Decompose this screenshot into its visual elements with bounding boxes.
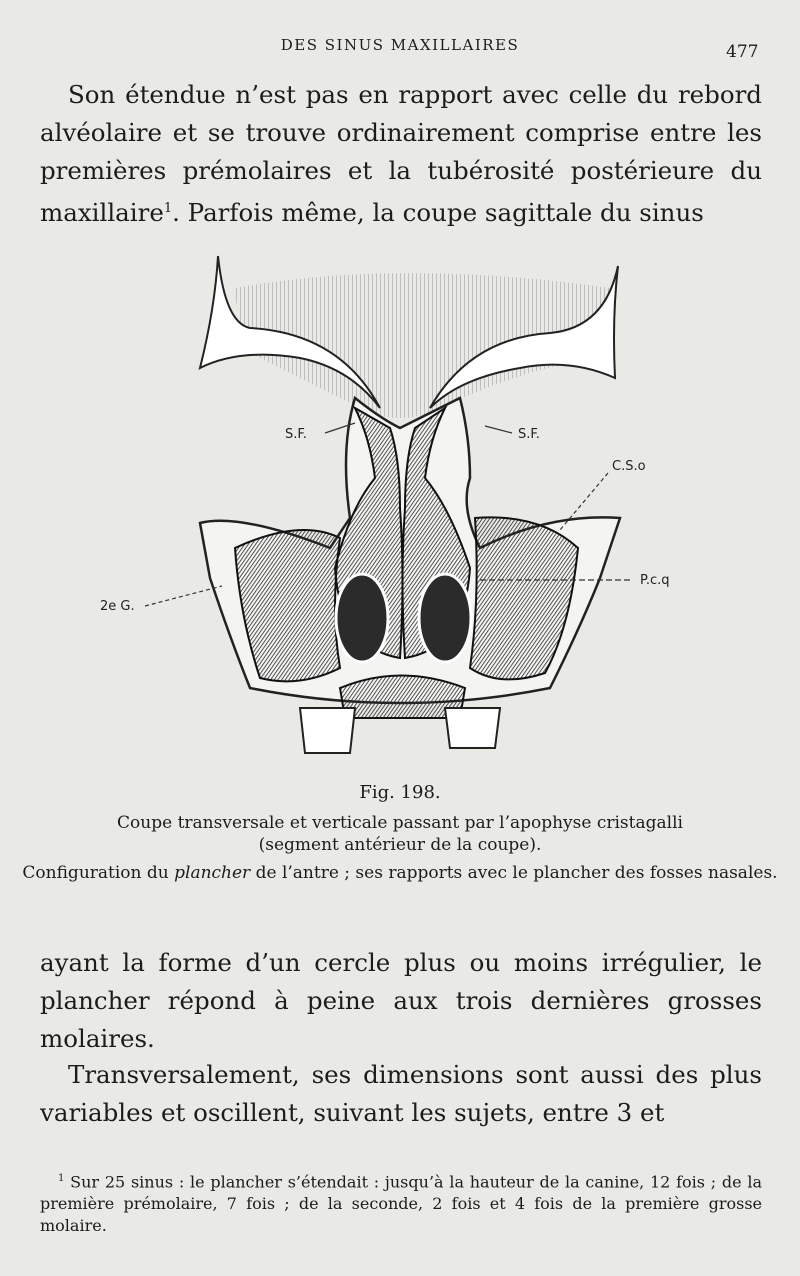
figure-caption-1 bbox=[0, 812, 800, 856]
label-cso: C.S.o bbox=[612, 459, 646, 474]
paragraph-top-text: Son étendue n’est pas en rapport avec celle du rebord alvéolaire et se trouve ordinairement comprise entre les premières prémolaires et la tubérosité postérieure du maxillaire bbox=[40, 80, 762, 228]
label-sf-right: S.F. bbox=[518, 427, 540, 442]
paragraph-top-continued: . Parfois même, la coupe sagittale du sinus bbox=[172, 198, 704, 228]
right-turbinate bbox=[419, 574, 471, 662]
right-tooth bbox=[445, 708, 500, 748]
caption-line-2: (segment antérieur de la coupe). bbox=[258, 835, 542, 855]
caption-line-1: Coupe transversale et verticale passant par l’apophyse cristagalli bbox=[117, 813, 683, 833]
left-turbinate bbox=[336, 574, 388, 662]
paragraph-top bbox=[40, 76, 762, 232]
figure-number: Fig. 198. bbox=[359, 782, 441, 803]
footnote bbox=[40, 1168, 762, 1237]
label-second-g: 2e G. bbox=[100, 599, 135, 614]
label-pcq: P.c.q bbox=[640, 573, 670, 588]
anatomical-figure bbox=[100, 248, 700, 768]
figure-caption-2 bbox=[0, 862, 800, 884]
caption2-post: de l’antre ; ses rapports avec le plancher des fosses nasales. bbox=[250, 863, 778, 883]
page-number: 477 bbox=[726, 42, 759, 62]
footnote-marker: 1 bbox=[58, 1173, 65, 1184]
paragraph-bottom: Transversalement, ses dimensions sont aussi des plus variables et oscillent, suivant les sujets, entre 3 et bbox=[40, 1060, 762, 1127]
label-sf-left: S.F. bbox=[285, 427, 307, 442]
footnote-reference: 1 bbox=[163, 201, 173, 216]
running-title: DES SINUS MAXILLAIRES bbox=[280, 36, 520, 54]
caption2-pre: Configuration du bbox=[22, 863, 175, 883]
paragraph-middle: ayant la forme d’un cercle plus ou moins irrégulier, le plancher répond à peine aux trois dernières grosses molaires. bbox=[40, 948, 762, 1053]
caption2-emphasis: plancher bbox=[174, 863, 251, 883]
footnote-text: Sur 25 sinus : le plancher s’étendait : jusqu’à la hauteur de la canine, 12 fois ; de la première prémolaire, 7 fois ; de la seconde, 2 fois et 4 fois de la première grosse molaire. bbox=[40, 1172, 762, 1236]
left-tooth bbox=[300, 708, 355, 753]
